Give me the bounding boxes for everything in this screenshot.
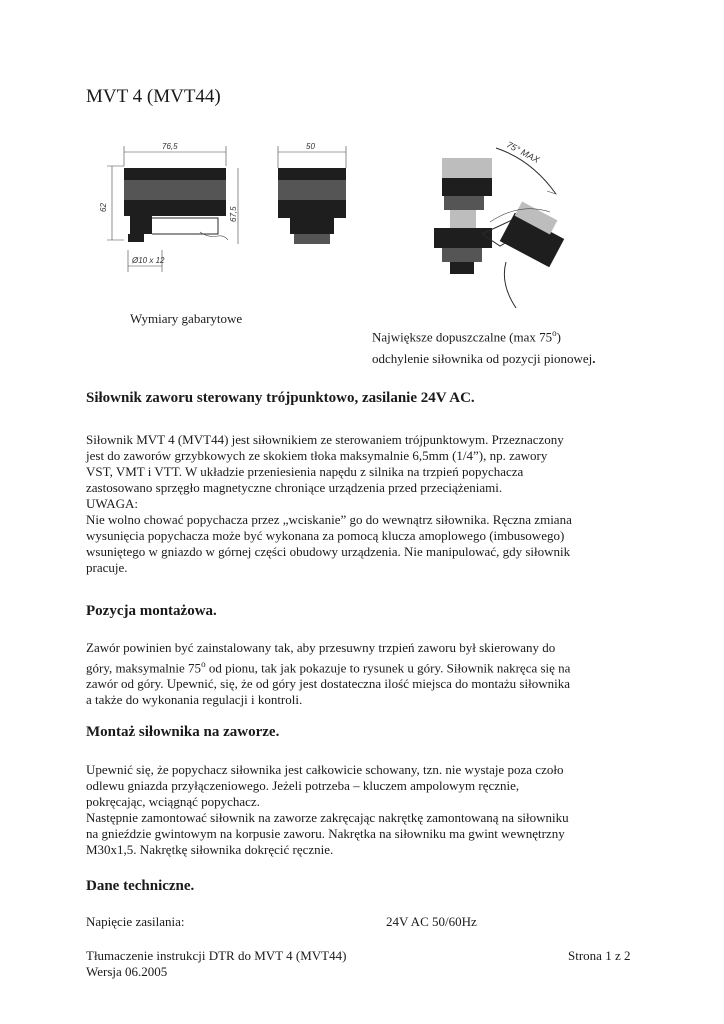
dim-height-right: 67,5 — [229, 206, 238, 222]
page-title: MVT 4 (MVT44) — [86, 86, 221, 107]
text-line: odlewu gniazda przyłączeniowego. Jeżeli potrzeba – kluczem ampolowym ręcznie, — [86, 778, 520, 793]
dim-bottom: Ø10 x 12 — [132, 256, 165, 265]
text-line: wsuniętego w gniazdo w górnej części obudowy urządzenia. Nie manipulować, gdy siłownik — [86, 544, 571, 559]
dim-height-left: 62 — [99, 203, 108, 212]
section-position-text — [86, 640, 646, 708]
section-position-heading: Pozycja montażowa. — [86, 603, 217, 619]
text-line: pokręcając, wciągnąć popychacz. — [86, 794, 260, 809]
front-view-drawing — [100, 140, 250, 280]
caption-tilt — [372, 322, 595, 370]
text-line: VST, VMT i VTT. W układzie przeniesienia napędu z silnika na trzpień popychacza — [86, 464, 524, 479]
text-line: UWAGA: — [86, 496, 138, 511]
caption-dimensions: Wymiary gabarytowe — [130, 311, 243, 326]
text-line: Siłownik MVT 4 (MVT44) jest siłownikiem ze sterowaniem trójpunktowym. Przeznaczony — [86, 432, 564, 447]
footer — [86, 948, 646, 980]
footer-doc-title: Tłumaczenie instrukcji DTR do MVT 4 (MVT44) — [86, 948, 347, 963]
text-line: pracuje. — [86, 560, 128, 575]
spec-label: Napięcie zasilania: — [86, 914, 185, 929]
dim-side-width: 50 — [306, 142, 315, 151]
section-mounting-text — [86, 762, 646, 858]
text-line: a także do wykonania regulacji i kontroli. — [86, 692, 303, 708]
section-mounting-heading: Montaż siłownika na zaworze. — [86, 724, 280, 740]
text-line: wysunięcia popychacza może być wykonana za pomocą klucza amoplowego (imbusowego) — [86, 528, 565, 543]
text-line: na gnieździe gwintowym na korpusie zaworu. Nakrętka na siłowniku ma gwint wewnętrzny — [86, 826, 565, 841]
text-line: Nie wolno chować popychacza przez „wciskanie” go do wewnątrz siłownika. Ręczna zmiana — [86, 512, 572, 527]
text-line: zawór od góry. Upewnić, się, że od góry jest dostateczna ilość miejsca do montażu siłownika — [86, 676, 570, 692]
spec-row — [86, 914, 646, 930]
side-view-drawing — [270, 140, 360, 270]
spec-value: 24V AC 50/60Hz — [386, 914, 477, 929]
text-line: zastosowano sprzęgło magnetyczne chroniące urządzenia przed przeciążeniami. — [86, 480, 503, 495]
section-actuator-heading: Siłownik zaworu sterowany trójpunktowo, zasilanie 24V AC. — [86, 390, 475, 406]
text-line: M30x1,5. Nakrętkę siłownika dokręcić ręcznie. — [86, 842, 334, 857]
section-actuator-text — [86, 432, 646, 576]
text-line: jest do zaworów grzybkowych ze skokiem tłoka maksymalnie 6,5mm (1/4”), np. zawory — [86, 448, 548, 463]
text-line: Upewnić się, że popychacz siłownika jest całkowicie schowany, tzn. nie wystaje poza czoło — [86, 762, 564, 777]
text-line: góry, maksymalnie 75$^o$ od pionu, tak jak pokazuje to rysunek u góry. Siłownik nakręca się na — [86, 659, 571, 676]
caption-tilt-line2: odchylenie siłownika od pozycji pionowej. — [372, 351, 596, 367]
dim-width-top: 76,5 — [162, 142, 178, 151]
section-technical-heading: Dane techniczne. — [86, 878, 195, 894]
footer-page-number: Strona 1 z 2 — [568, 948, 631, 963]
text-line: Zawór powinien być zainstalowany tak, aby przesuwny trzpień zaworu był skierowany do — [86, 640, 556, 655]
tilt-label: 75° MAX — [504, 139, 542, 165]
text-line: Następnie zamontować siłownik na zaworze zakręcając nakrętkę zamontowaną na siłowniku — [86, 810, 569, 825]
tilt-drawing — [420, 130, 590, 320]
footer-version: Wersja 06.2005 — [86, 964, 168, 979]
caption-tilt-line1: Największe dopuszczalne (max 75$^o$) — [372, 328, 561, 345]
